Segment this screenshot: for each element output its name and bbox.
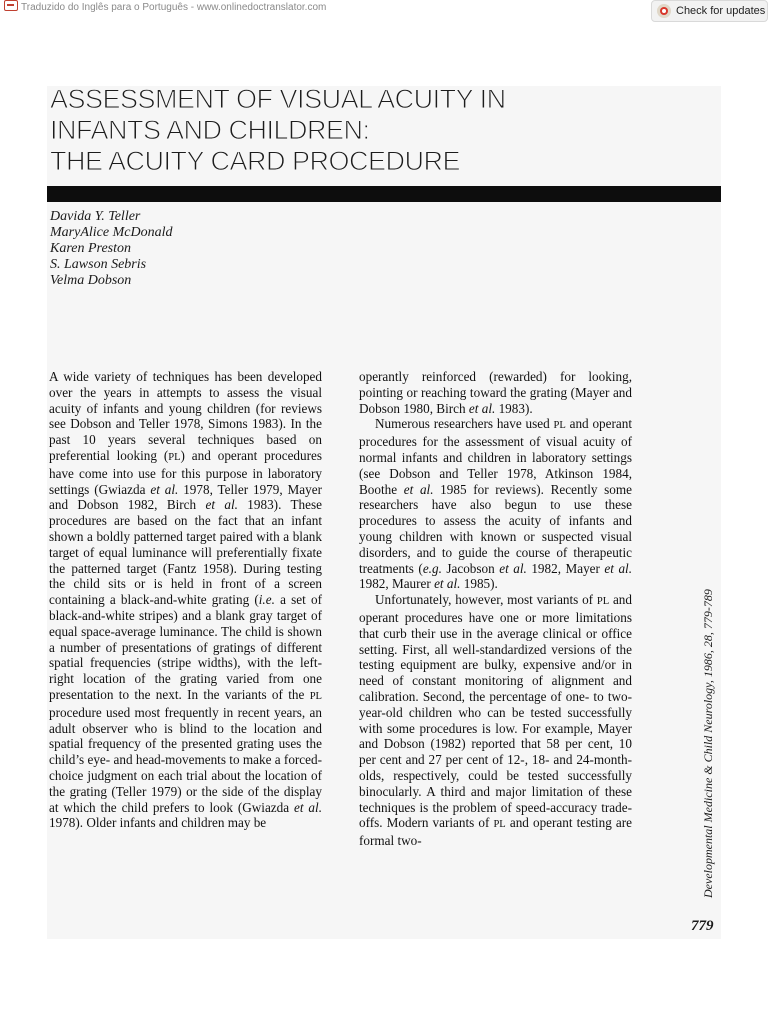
article-title bbox=[50, 84, 570, 177]
check-for-updates-label: Check for updates bbox=[676, 5, 766, 17]
translate-icon bbox=[4, 0, 18, 11]
title-line-1: ASSESSMENT OF VISUAL ACUITY IN bbox=[50, 84, 506, 114]
title-line-3: THE ACUITY CARD PROCEDURE bbox=[50, 146, 461, 176]
translator-link[interactable] bbox=[4, 0, 326, 14]
body-column-right bbox=[359, 369, 632, 849]
paragraph: Unfortunately, however, most variants of PL and operant procedures have one or more limitations that curb their use in the average clinical or office setting. First, all well-standardized versions of the testing equipment are bulky, expensive and/or in need of constant monitoring of alignment and calibration. Second, the percentage of one- to two-year-old children who can be tested successfully with some procedures is low. For example, Mayer and Dobson (1982) reported that 58 per cent, 10 per cent and 27 per cent of 12-, 18- and 24-month-olds, respectively, could be tested successfully binocularly. A third and major limitation of these techniques is the problem of speed-accuracy trade-offs. Modern variants of PL and operant testing are formal two- bbox=[359, 592, 632, 849]
author: MaryAlice McDonald bbox=[50, 225, 173, 240]
author: S. Lawson Sebris bbox=[50, 257, 147, 272]
page-number: 779 bbox=[691, 918, 714, 934]
paragraph: operantly reinforced (rewarded) for looking, pointing or reaching toward the grating (Mayer and Dobson 1980, Birch et al. 1983). bbox=[359, 369, 632, 416]
translator-text: Traduzido do Inglês para o Português - www.onlinedoctranslator.com bbox=[21, 2, 327, 13]
check-for-updates-button[interactable] bbox=[651, 0, 768, 22]
author: Velma Dobson bbox=[50, 273, 132, 288]
title-line-2: INFANTS AND CHILDREN: bbox=[50, 115, 370, 145]
author: Davida Y. Teller bbox=[50, 209, 141, 224]
title-rule bbox=[47, 186, 721, 202]
journal-citation: Developmental Medicine & Child Neurology, 1986, 28, 779-789 bbox=[701, 589, 715, 898]
author: Karen Preston bbox=[50, 241, 132, 256]
paragraph: Numerous researchers have used PL and operant procedures for the assessment of visual acuity of normal infants and children in laboratory settings (see Dobson and Teller 1978, Atkinson 1984, Boothe et al. 1985 for reviews). Recently some researchers have also begun to use these procedures to assess the acuity of infants and young children with known or suspected visual disorders, and to guide the course of therapeutic treatments (e.g. Jacobson et al. 1982, Mayer et al. 1982, Maurer et al. 1985). bbox=[359, 416, 632, 592]
paragraph: A wide variety of techniques has been developed over the years in attempts to assess the visual acuity of infants and young children (for reviews see Dobson and Teller 1978, Simons 1983). In the past 10 years several techniques based on preferential looking (PL) and operant procedures have come into use for this purpose in laboratory settings (Gwiazda et al. 1978, Teller 1979, Mayer and Dobson 1982, Birch et al. 1983). These procedures are based on the fact that an infant shown a boldly patterned target paired with a blank target of equal luminance will preferentially fixate the patterned target (Fantz 1958). During testing the child sits or is held in front of a screen containing a black-and-white grating (i.e. a set of black-and-white stripes) and a blank gray target of equal space-average luminance. The child is shown a number of presentations of gratings of different spatial frequencies (stripe widths), with the left-right location of the grating varied from one presentation to the next. In the variants of the PL procedure used most frequently in recent years, an adult observer who is blind to the location and spatial frequency of the presented grating uses the child’s eye- and head-movements to make a forced-choice judgment on each trial about the location of the grating (Teller 1979) or the side of the display at which the child prefers to look (Gwiazda et al. 1978). Older infants and children may be bbox=[49, 369, 322, 831]
author-list bbox=[50, 209, 172, 289]
body-column-left bbox=[49, 369, 322, 831]
crossmark-icon bbox=[657, 4, 671, 18]
translator-bar bbox=[0, 0, 768, 20]
